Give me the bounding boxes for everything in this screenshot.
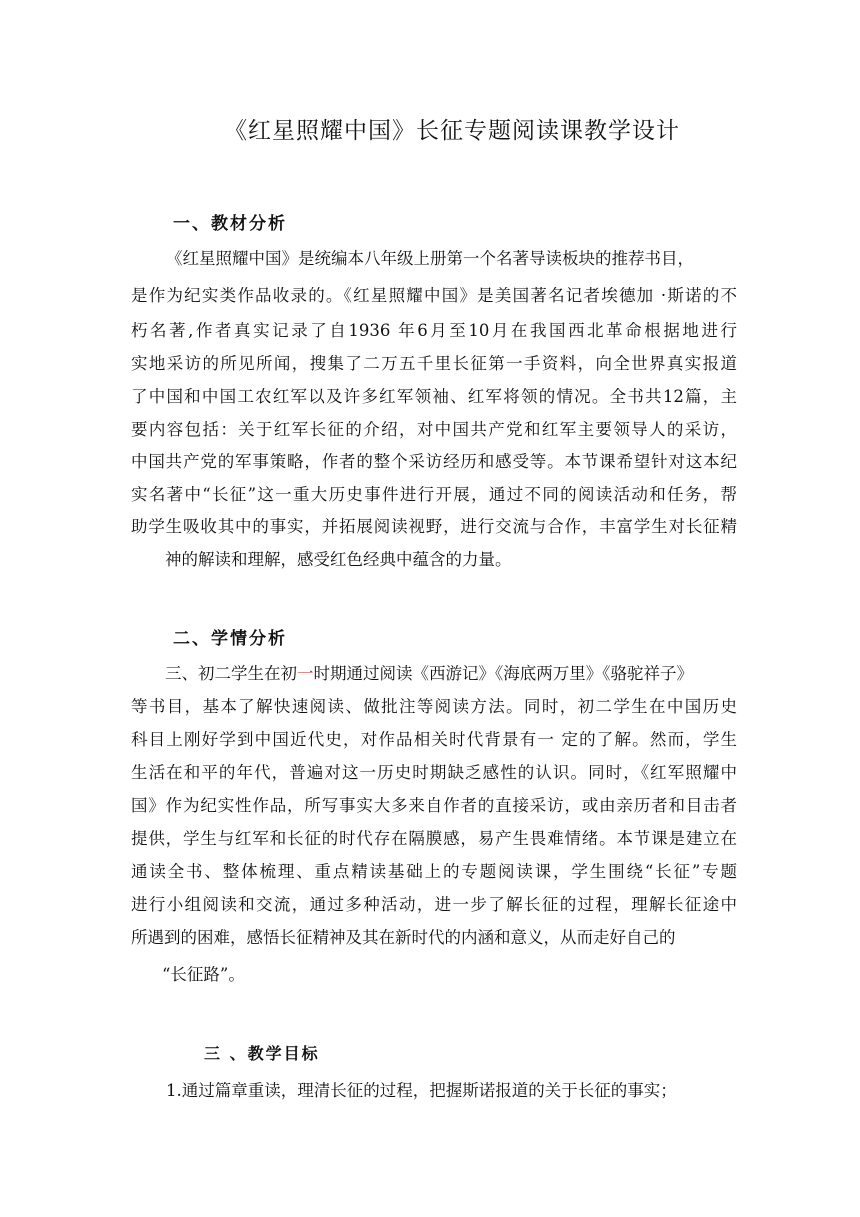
paragraph-line: 所遇到的困难，感悟长征精神及其在新时代的内涵和意义，从而走好自己的: [131, 928, 676, 947]
paragraph-line: 提供，学生与红军和长征的时代存在隔膜感，易产生畏难情绪。本节课是建立在: [131, 829, 737, 848]
paragraph-line: 中国共产党的军事策略，作者的整个采访经历和感受等。本节课希望针对这本纪: [131, 452, 737, 471]
section-heading-teaching-goals: 三 、教学目标: [204, 1044, 320, 1063]
paragraph-line: 实名著中“长征”这一重大历史事件进行开展，通过不同的阅读活动和任务，帮: [131, 485, 737, 504]
paragraph-line: 神的解读和理解，感受红色经典中蕴含的力量。: [165, 550, 512, 569]
paragraph-line: “长征路”。: [162, 965, 245, 984]
paragraph-line: 通读全书、整体梳理、重点精读基础上的专题阅读课，学生围绕“长征”专题: [131, 862, 737, 881]
section-heading-textbook-analysis: 一、教材分析: [173, 214, 287, 234]
paragraph-line: 1.通过篇章重读，理清长征的过程，把握斯诺报道的关于长征的事实；: [166, 1081, 677, 1100]
paragraph-line: 是作为纪实类作品收录的。《红星照耀中国》是美国著名记者埃德加 ·斯诺的不: [131, 286, 737, 305]
paragraph-line: 《红星照耀中国》是统编本八年级上册第一个名著导读板块的推荐书目，: [166, 249, 694, 268]
paragraph-line: 生活在和平的年代，普遍对这一历史时期缺乏感性的认识。同时，《红军照耀中: [131, 763, 737, 782]
paragraph-line: 实地采访的所见所闻，搜集了二万五千里长征第一手资料，向全世界真实报道: [131, 354, 737, 373]
line-text: 时期通过阅读《西游记》《海底两万里》《骆驼祥子》: [313, 664, 693, 683]
paragraph-line: 要内容包括：关于红军长征的介绍，对中国共产党和红军主要领导人的采访，: [131, 420, 737, 439]
paragraph-line: 进行小组阅读和交流，通过多种活动，进一步了解长征的过程，理解长征途中: [131, 895, 737, 914]
line-text: 三、初二学生在初: [165, 664, 297, 683]
paragraph-line: 科目上刚好学到中国近代史，对作品相关时代背景有一 定的了解。然而，学生: [131, 730, 737, 749]
paragraph-line: 等书目，基本了解快速阅读、做批注等阅读方法。同时，初二学生在中国历史: [131, 697, 737, 716]
highlighted-char: 一: [297, 664, 314, 683]
paragraph-line: 助学生吸收其中的事实，并拓展阅读视野，进行交流与合作，丰富学生对长征精: [131, 517, 737, 536]
document-title: 《红星照耀中国》长征专题阅读课教学设计: [224, 118, 680, 144]
paragraph-line: 了中国和中国工农红军以及许多红军领袖、红军将领的情况。全书共12篇，主: [131, 387, 737, 406]
paragraph-line: [165, 660, 737, 684]
paragraph-line: 朽名著,作者真实记录了自1936 年6月至10月在我国西北革命根据地进行: [131, 321, 737, 340]
section-heading-learner-analysis: 二、学情分析: [173, 629, 287, 649]
paragraph-line: 国》作为纪实性作品，所写事实大多来自作者的直接采访，或由亲历者和目击者: [131, 796, 737, 815]
